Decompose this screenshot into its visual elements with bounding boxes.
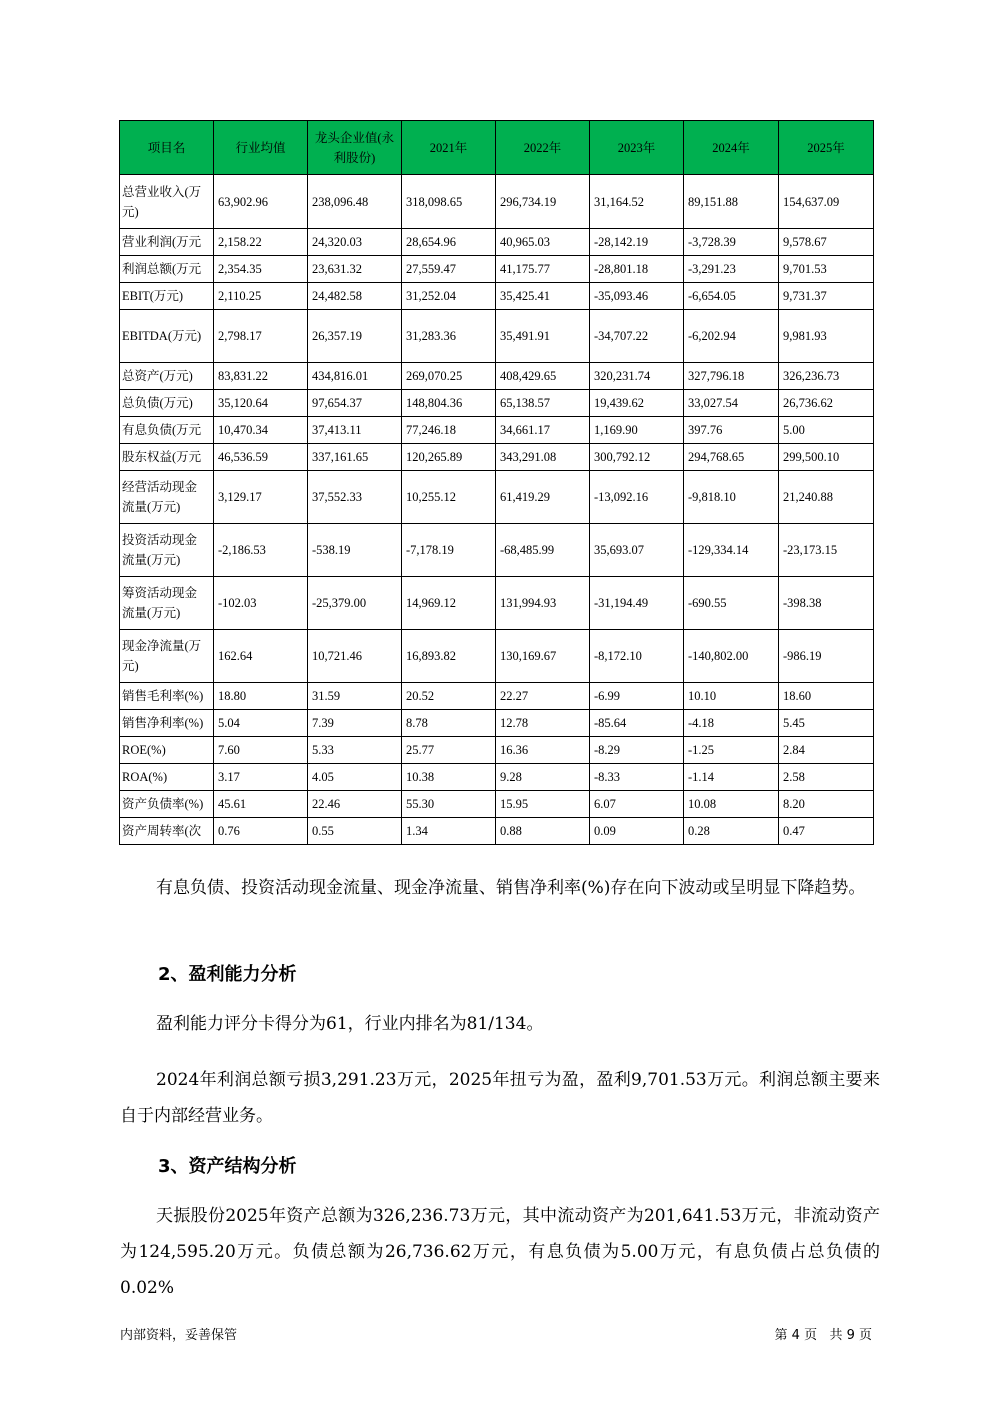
value-cell: 2.84 xyxy=(779,737,874,764)
value-cell: 9,578.67 xyxy=(779,229,874,256)
value-cell: 46,536.59 xyxy=(214,444,308,471)
value-cell: 408,429.65 xyxy=(496,363,590,390)
table-row xyxy=(120,363,874,390)
value-cell: -4.18 xyxy=(684,710,779,737)
value-cell: 318,098.65 xyxy=(402,175,496,229)
value-cell: 0.88 xyxy=(496,818,590,845)
table-row xyxy=(120,310,874,363)
value-cell: 0.55 xyxy=(308,818,402,845)
value-cell: 83,831.22 xyxy=(214,363,308,390)
value-cell: -129,334.14 xyxy=(684,524,779,577)
value-cell: 0.28 xyxy=(684,818,779,845)
value-cell: 25.77 xyxy=(402,737,496,764)
value-cell: 2,158.22 xyxy=(214,229,308,256)
value-cell: 27,559.47 xyxy=(402,256,496,283)
value-cell: 33,027.54 xyxy=(684,390,779,417)
row-label-cell: 筹资活动现金流量(万元) xyxy=(120,577,214,630)
value-cell: 16,893.82 xyxy=(402,630,496,683)
value-cell: 63,902.96 xyxy=(214,175,308,229)
value-cell: 26,357.19 xyxy=(308,310,402,363)
value-cell: 18.80 xyxy=(214,683,308,710)
value-cell: 7.39 xyxy=(308,710,402,737)
value-cell: 45.61 xyxy=(214,791,308,818)
value-cell: 1.34 xyxy=(402,818,496,845)
value-cell: -13,092.16 xyxy=(590,471,684,524)
value-cell: 24,482.58 xyxy=(308,283,402,310)
value-cell: 37,552.33 xyxy=(308,471,402,524)
value-cell: 37,413.11 xyxy=(308,417,402,444)
value-cell: 299,500.10 xyxy=(779,444,874,471)
value-cell: -8.33 xyxy=(590,764,684,791)
value-cell: 3.17 xyxy=(214,764,308,791)
row-label-cell: 营业利润(万元 xyxy=(120,229,214,256)
value-cell: 12.78 xyxy=(496,710,590,737)
value-cell: 162.64 xyxy=(214,630,308,683)
table-row xyxy=(120,256,874,283)
value-cell: 21,240.88 xyxy=(779,471,874,524)
footer-confidential-note: 内部资料，妥善保管 xyxy=(120,1328,238,1343)
value-cell: 35,425.41 xyxy=(496,283,590,310)
value-cell: 7.60 xyxy=(214,737,308,764)
value-cell: 16.36 xyxy=(496,737,590,764)
value-cell: -140,802.00 xyxy=(684,630,779,683)
row-label-cell: 销售毛利率(%) xyxy=(120,683,214,710)
row-label-cell: 资产周转率(次 xyxy=(120,818,214,845)
value-cell: 434,816.01 xyxy=(308,363,402,390)
value-cell: -8.29 xyxy=(590,737,684,764)
value-cell: 9,981.93 xyxy=(779,310,874,363)
row-label-cell: 总营业收入(万元) xyxy=(120,175,214,229)
row-label-cell: 总资产(万元) xyxy=(120,363,214,390)
column-header: 2025年 xyxy=(779,121,874,175)
value-cell: 35,120.64 xyxy=(214,390,308,417)
column-header: 龙头企业值(永利股份) xyxy=(308,121,402,175)
value-cell: 10.10 xyxy=(684,683,779,710)
value-cell: 148,804.36 xyxy=(402,390,496,417)
value-cell: -35,093.46 xyxy=(590,283,684,310)
value-cell: 9.28 xyxy=(496,764,590,791)
value-cell: 97,654.37 xyxy=(308,390,402,417)
value-cell: -34,707.22 xyxy=(590,310,684,363)
table-row xyxy=(120,444,874,471)
table-row xyxy=(120,737,874,764)
value-cell: 130,169.67 xyxy=(496,630,590,683)
value-cell: -28,142.19 xyxy=(590,229,684,256)
value-cell: 26,736.62 xyxy=(779,390,874,417)
table-row xyxy=(120,710,874,737)
value-cell: 35,693.07 xyxy=(590,524,684,577)
value-cell: -6,202.94 xyxy=(684,310,779,363)
column-header: 2021年 xyxy=(402,121,496,175)
value-cell: 10,721.46 xyxy=(308,630,402,683)
value-cell: -690.55 xyxy=(684,577,779,630)
value-cell: 18.60 xyxy=(779,683,874,710)
row-label-cell: ROA(%) xyxy=(120,764,214,791)
value-cell: 10.08 xyxy=(684,791,779,818)
value-cell: 65,138.57 xyxy=(496,390,590,417)
table-row xyxy=(120,175,874,229)
trend-paragraph: 有息负债、投资活动现金流量、现金净流量、销售净利率(%)存在向下波动或呈明显下降趋势。 xyxy=(156,878,866,898)
table-row xyxy=(120,390,874,417)
value-cell: 343,291.08 xyxy=(496,444,590,471)
column-header: 2024年 xyxy=(684,121,779,175)
value-cell: 31,252.04 xyxy=(402,283,496,310)
value-cell: 1,169.90 xyxy=(590,417,684,444)
profit-summary-paragraph: 2024年利润总额亏损3,291.23万元，2025年扭亏为盈，盈利9,701.53万元。利润总额主要来自于内部经营业务。 xyxy=(120,1070,880,1126)
table-row xyxy=(120,818,874,845)
value-cell: 5.33 xyxy=(308,737,402,764)
row-label-cell: EBIT(万元) xyxy=(120,283,214,310)
value-cell: 337,161.65 xyxy=(308,444,402,471)
value-cell: 22.27 xyxy=(496,683,590,710)
value-cell: -6,654.05 xyxy=(684,283,779,310)
value-cell: 327,796.18 xyxy=(684,363,779,390)
value-cell: 19,439.62 xyxy=(590,390,684,417)
row-label-cell: 经营活动现金流量(万元) xyxy=(120,471,214,524)
value-cell: 0.76 xyxy=(214,818,308,845)
value-cell: 10,470.34 xyxy=(214,417,308,444)
section-heading-profitability: 2、盈利能力分析 xyxy=(158,964,297,985)
value-cell: -23,173.15 xyxy=(779,524,874,577)
column-header: 行业均值 xyxy=(214,121,308,175)
column-header: 2022年 xyxy=(496,121,590,175)
value-cell: -1.14 xyxy=(684,764,779,791)
financial-indicators-table xyxy=(119,120,874,845)
value-cell: 2,354.35 xyxy=(214,256,308,283)
column-header: 项目名 xyxy=(120,121,214,175)
value-cell: 31.59 xyxy=(308,683,402,710)
row-label-cell: 现金净流量(万元) xyxy=(120,630,214,683)
table-header-row xyxy=(120,121,874,175)
value-cell: 15.95 xyxy=(496,791,590,818)
table-row xyxy=(120,471,874,524)
value-cell: 397.76 xyxy=(684,417,779,444)
value-cell: 41,175.77 xyxy=(496,256,590,283)
table-row xyxy=(120,791,874,818)
value-cell: 5.00 xyxy=(779,417,874,444)
value-cell: 40,965.03 xyxy=(496,229,590,256)
value-cell: 8.78 xyxy=(402,710,496,737)
value-cell: 131,994.93 xyxy=(496,577,590,630)
section-heading-asset-structure: 3、资产结构分析 xyxy=(158,1156,297,1177)
row-label-cell: 有息负债(万元 xyxy=(120,417,214,444)
table-row xyxy=(120,283,874,310)
value-cell: -538.19 xyxy=(308,524,402,577)
row-label-cell: 总负债(万元) xyxy=(120,390,214,417)
value-cell: 9,701.53 xyxy=(779,256,874,283)
value-cell: -398.38 xyxy=(779,577,874,630)
value-cell: 4.05 xyxy=(308,764,402,791)
value-cell: 0.09 xyxy=(590,818,684,845)
value-cell: -7,178.19 xyxy=(402,524,496,577)
value-cell: -25,379.00 xyxy=(308,577,402,630)
value-cell: -85.64 xyxy=(590,710,684,737)
value-cell: 0.47 xyxy=(779,818,874,845)
value-cell: 120,265.89 xyxy=(402,444,496,471)
value-cell: 24,320.03 xyxy=(308,229,402,256)
value-cell: 8.20 xyxy=(779,791,874,818)
value-cell: 61,419.29 xyxy=(496,471,590,524)
value-cell: 31,283.36 xyxy=(402,310,496,363)
value-cell: 294,768.65 xyxy=(684,444,779,471)
value-cell: 10,255.12 xyxy=(402,471,496,524)
value-cell: -3,291.23 xyxy=(684,256,779,283)
value-cell: 9,731.37 xyxy=(779,283,874,310)
profitability-score-paragraph: 盈利能力评分卡得分为61，行业内排名为81/134。 xyxy=(156,1014,544,1034)
value-cell: 6.07 xyxy=(590,791,684,818)
value-cell: 320,231.74 xyxy=(590,363,684,390)
value-cell: 5.04 xyxy=(214,710,308,737)
value-cell: -2,186.53 xyxy=(214,524,308,577)
value-cell: 34,661.17 xyxy=(496,417,590,444)
row-label-cell: 利润总额(万元 xyxy=(120,256,214,283)
value-cell: 77,246.18 xyxy=(402,417,496,444)
value-cell: 326,236.73 xyxy=(779,363,874,390)
row-label-cell: 股东权益(万元 xyxy=(120,444,214,471)
value-cell: -8,172.10 xyxy=(590,630,684,683)
value-cell: 2.58 xyxy=(779,764,874,791)
table-row xyxy=(120,577,874,630)
value-cell: -6.99 xyxy=(590,683,684,710)
row-label-cell: ROE(%) xyxy=(120,737,214,764)
value-cell: 55.30 xyxy=(402,791,496,818)
value-cell: 22.46 xyxy=(308,791,402,818)
value-cell: 31,164.52 xyxy=(590,175,684,229)
value-cell: 269,070.25 xyxy=(402,363,496,390)
value-cell: -9,818.10 xyxy=(684,471,779,524)
value-cell: -28,801.18 xyxy=(590,256,684,283)
row-label-cell: EBITDA(万元) xyxy=(120,310,214,363)
value-cell: -1.25 xyxy=(684,737,779,764)
table-row xyxy=(120,683,874,710)
value-cell: 2,798.17 xyxy=(214,310,308,363)
value-cell: 154,637.09 xyxy=(779,175,874,229)
table-row xyxy=(120,229,874,256)
value-cell: 5.45 xyxy=(779,710,874,737)
value-cell: 28,654.96 xyxy=(402,229,496,256)
value-cell: -68,485.99 xyxy=(496,524,590,577)
value-cell: 3,129.17 xyxy=(214,471,308,524)
value-cell: 296,734.19 xyxy=(496,175,590,229)
asset-structure-paragraph: 天振股份2025年资产总额为326,236.73万元，其中流动资产为201,641.53万元，非流动资产为124,595.20万元。负债总额为26,736.62万元，有息负债为5.00万元，有息负债占总负债的0.02% xyxy=(120,1206,880,1298)
table-row xyxy=(120,524,874,577)
value-cell: -986.19 xyxy=(779,630,874,683)
value-cell: 35,491.91 xyxy=(496,310,590,363)
value-cell: 300,792.12 xyxy=(590,444,684,471)
table-row xyxy=(120,417,874,444)
table-row xyxy=(120,764,874,791)
row-label-cell: 资产负债率(%) xyxy=(120,791,214,818)
table-row xyxy=(120,630,874,683)
value-cell: 10.38 xyxy=(402,764,496,791)
value-cell: 14,969.12 xyxy=(402,577,496,630)
value-cell: 89,151.88 xyxy=(684,175,779,229)
value-cell: 23,631.32 xyxy=(308,256,402,283)
table-body xyxy=(120,175,874,845)
column-header: 2023年 xyxy=(590,121,684,175)
footer-page-number: 第 4 页 共 9 页 xyxy=(774,1328,872,1343)
value-cell: -102.03 xyxy=(214,577,308,630)
row-label-cell: 投资活动现金流量(万元) xyxy=(120,524,214,577)
value-cell: -3,728.39 xyxy=(684,229,779,256)
value-cell: 238,096.48 xyxy=(308,175,402,229)
value-cell: 2,110.25 xyxy=(214,283,308,310)
value-cell: -31,194.49 xyxy=(590,577,684,630)
row-label-cell: 销售净利率(%) xyxy=(120,710,214,737)
value-cell: 20.52 xyxy=(402,683,496,710)
